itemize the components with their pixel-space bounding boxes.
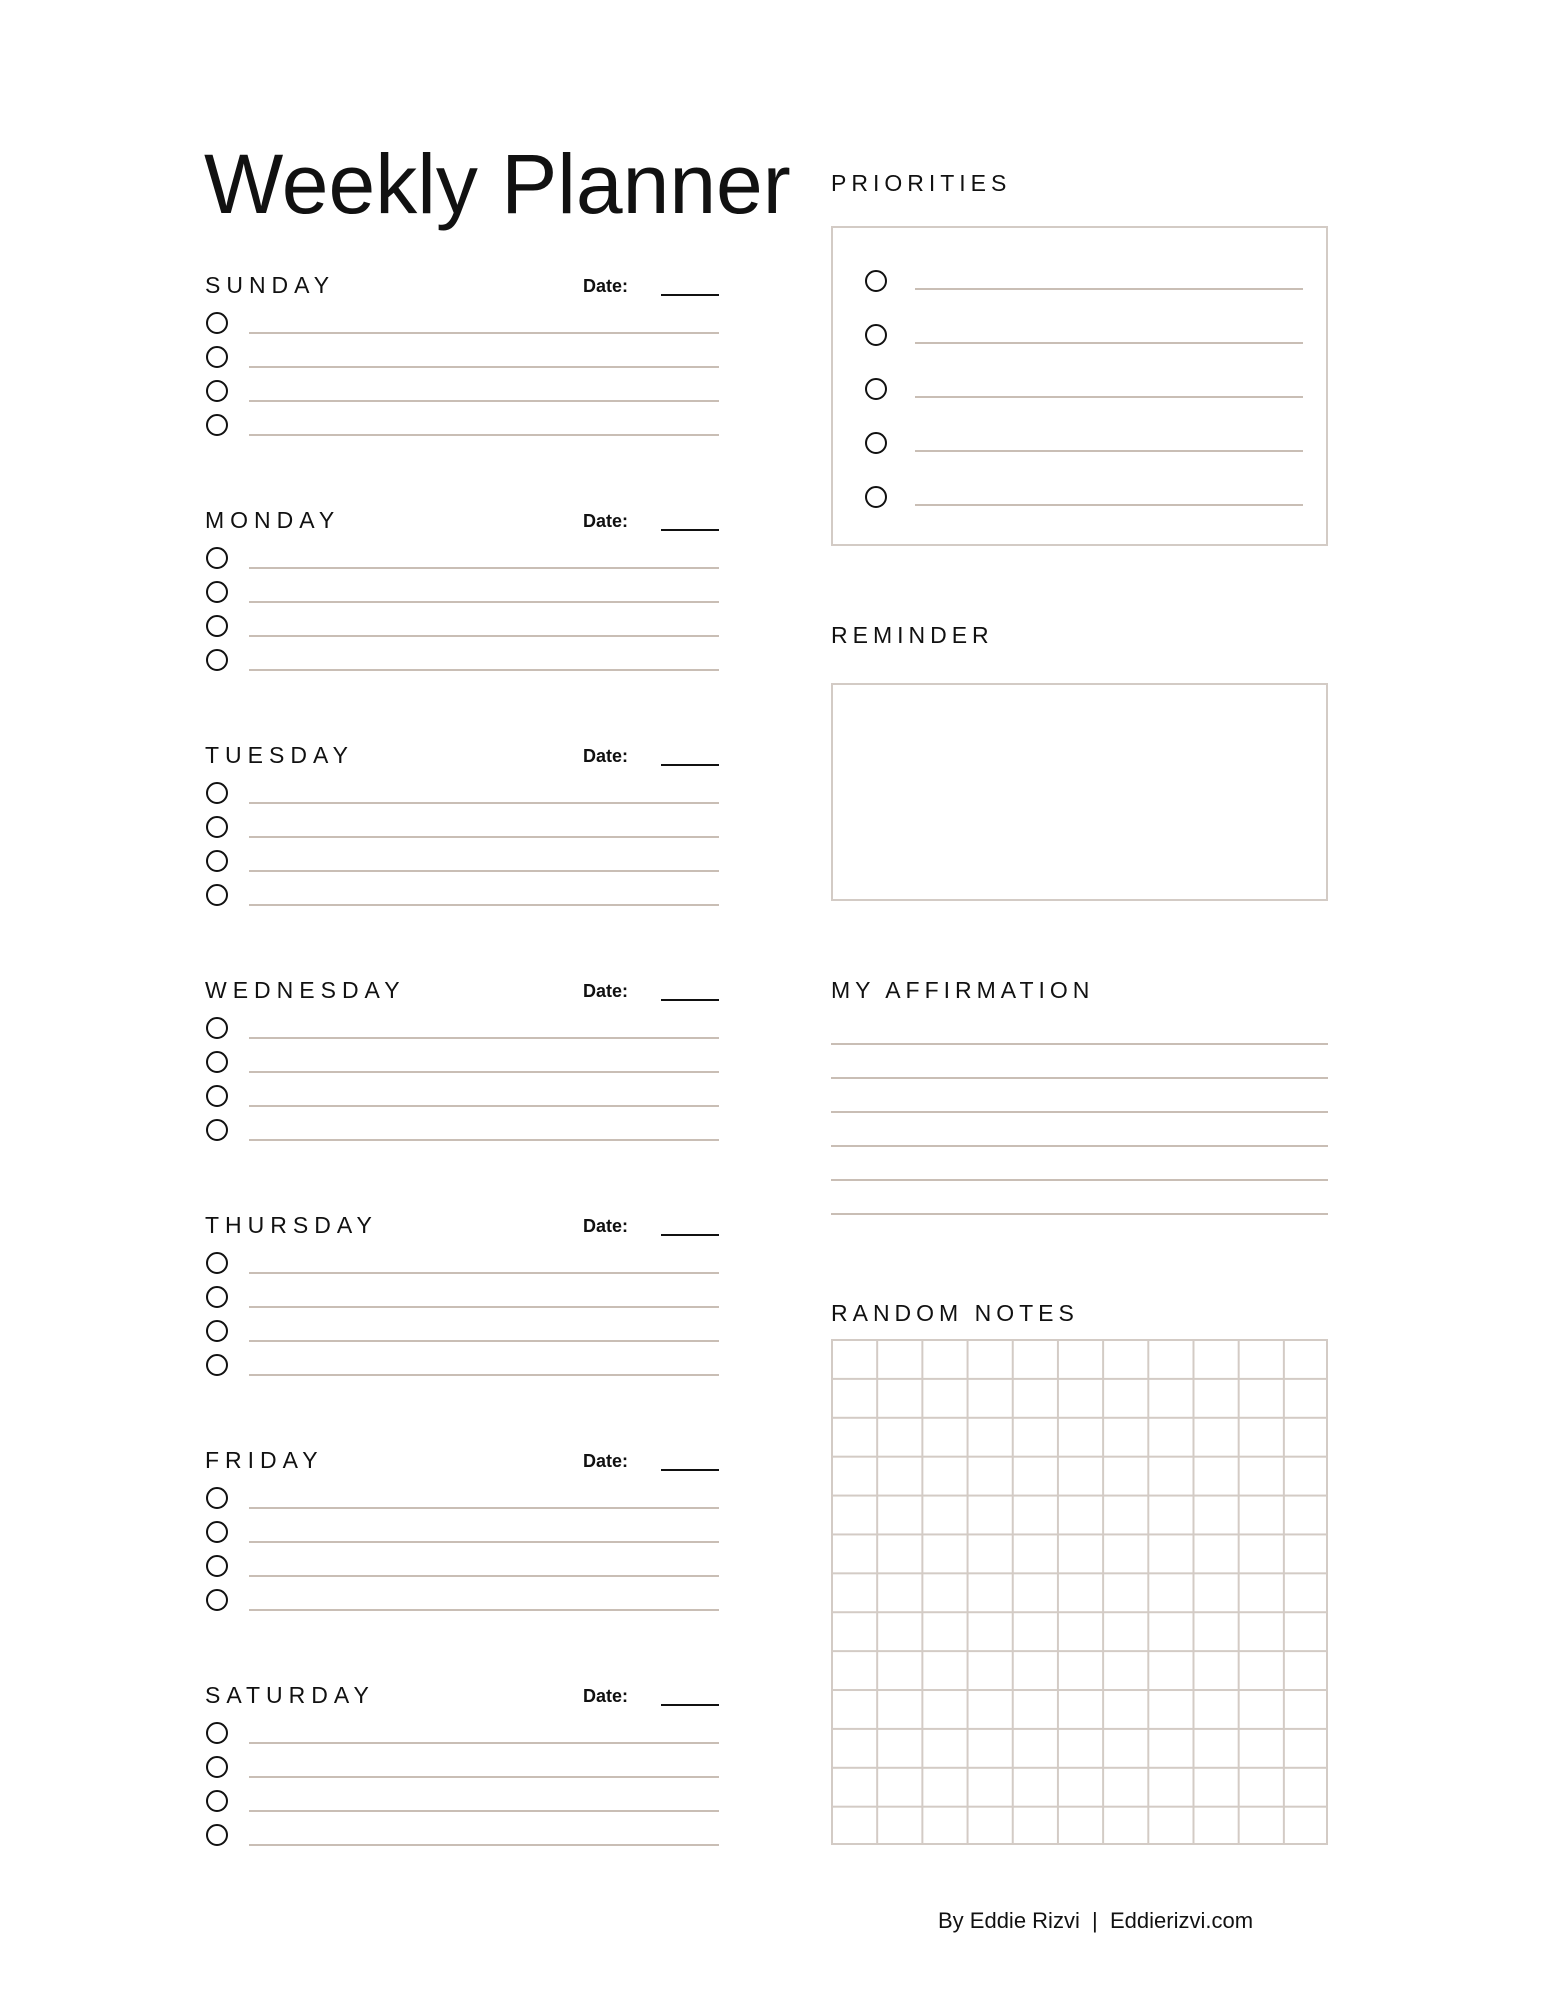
checkbox-circle-icon[interactable] <box>206 649 228 671</box>
task-row[interactable] <box>205 1790 725 1818</box>
priority-item[interactable] <box>865 486 1305 516</box>
write-line[interactable] <box>249 1037 719 1039</box>
write-line[interactable] <box>249 1776 719 1778</box>
checkbox-circle-icon[interactable] <box>206 1252 228 1274</box>
task-row[interactable] <box>205 1589 725 1617</box>
write-line[interactable] <box>249 1575 719 1577</box>
task-row[interactable] <box>205 615 725 643</box>
checkbox-circle-icon[interactable] <box>865 486 887 508</box>
write-line[interactable] <box>249 366 719 368</box>
reminder-heading: REMINDER <box>831 622 994 648</box>
priority-item[interactable] <box>865 324 1305 354</box>
task-row[interactable] <box>205 884 725 912</box>
write-line[interactable] <box>249 904 719 906</box>
affirmation-line[interactable] <box>831 1111 1328 1113</box>
write-line[interactable] <box>249 1306 719 1308</box>
task-row[interactable] <box>205 1555 725 1583</box>
write-line[interactable] <box>249 1609 719 1611</box>
write-line[interactable] <box>249 1139 719 1141</box>
day-section-wednesday <box>205 977 725 1177</box>
checkbox-circle-icon[interactable] <box>206 380 228 402</box>
task-row[interactable] <box>205 1119 725 1147</box>
day-section-sunday <box>205 272 725 472</box>
write-line[interactable] <box>249 434 719 436</box>
checkbox-circle-icon[interactable] <box>206 1487 228 1509</box>
write-line[interactable] <box>915 396 1303 398</box>
write-line[interactable] <box>249 601 719 603</box>
day-label: THURSDAY <box>205 1212 378 1238</box>
date-field[interactable] <box>661 529 719 531</box>
task-row[interactable] <box>205 1085 725 1113</box>
checkbox-circle-icon[interactable] <box>206 1320 228 1342</box>
date-field[interactable] <box>661 999 719 1001</box>
write-line[interactable] <box>249 1541 719 1543</box>
checkbox-circle-icon[interactable] <box>206 816 228 838</box>
task-row[interactable] <box>205 782 725 810</box>
day-label: WEDNESDAY <box>205 977 406 1003</box>
checkbox-circle-icon[interactable] <box>206 547 228 569</box>
random-notes-heading: RANDOM NOTES <box>831 1300 1079 1326</box>
date-label: Date: <box>583 276 629 296</box>
checkbox-circle-icon[interactable] <box>206 615 228 637</box>
task-row[interactable] <box>205 414 725 442</box>
write-line[interactable] <box>249 400 719 402</box>
write-line[interactable] <box>249 1105 719 1107</box>
day-section-friday <box>205 1447 725 1647</box>
day-label: MONDAY <box>205 507 341 533</box>
write-line[interactable] <box>915 342 1303 344</box>
checkbox-circle-icon[interactable] <box>206 782 228 804</box>
task-row[interactable] <box>205 547 725 575</box>
write-line[interactable] <box>249 802 719 804</box>
checkbox-circle-icon[interactable] <box>206 1756 228 1778</box>
checkbox-circle-icon[interactable] <box>206 1521 228 1543</box>
checkbox-circle-icon[interactable] <box>206 1555 228 1577</box>
write-line[interactable] <box>249 836 719 838</box>
checkbox-circle-icon[interactable] <box>206 1085 228 1107</box>
checkbox-circle-icon[interactable] <box>206 581 228 603</box>
write-line[interactable] <box>249 1507 719 1509</box>
priority-item[interactable] <box>865 378 1305 408</box>
checkbox-circle-icon[interactable] <box>865 270 887 292</box>
task-row[interactable] <box>205 346 725 374</box>
write-line[interactable] <box>915 450 1303 452</box>
day-section-tuesday <box>205 742 725 942</box>
task-row[interactable] <box>205 1521 725 1549</box>
checkbox-circle-icon[interactable] <box>206 884 228 906</box>
footer-credit: By Eddie Rizvi | Eddierizvi.com <box>938 1908 1254 1933</box>
task-row[interactable] <box>205 1824 725 1852</box>
write-line[interactable] <box>249 1340 719 1342</box>
priority-item[interactable] <box>865 432 1305 462</box>
checkbox-circle-icon[interactable] <box>206 850 228 872</box>
task-row[interactable] <box>205 380 725 408</box>
task-row[interactable] <box>205 581 725 609</box>
write-line[interactable] <box>249 567 719 569</box>
task-row[interactable] <box>205 1320 725 1348</box>
day-label: SATURDAY <box>205 1682 375 1708</box>
task-row[interactable] <box>205 1354 725 1382</box>
write-line[interactable] <box>249 669 719 671</box>
task-row[interactable] <box>205 1487 725 1515</box>
day-label: TUESDAY <box>205 742 354 768</box>
date-field[interactable] <box>661 1704 719 1706</box>
task-row[interactable] <box>205 1252 725 1280</box>
affirmation-line[interactable] <box>831 1213 1328 1215</box>
checkbox-circle-icon[interactable] <box>206 1790 228 1812</box>
checkbox-circle-icon[interactable] <box>206 346 228 368</box>
affirmation-line[interactable] <box>831 1043 1328 1045</box>
checkbox-circle-icon[interactable] <box>206 1824 228 1846</box>
date-field[interactable] <box>661 1234 719 1236</box>
checkbox-circle-icon[interactable] <box>206 414 228 436</box>
date-label: Date: <box>583 981 629 1001</box>
checkbox-circle-icon[interactable] <box>206 1286 228 1308</box>
date-field[interactable] <box>661 1469 719 1471</box>
date-label: Date: <box>583 1451 629 1471</box>
task-row[interactable] <box>205 1017 725 1045</box>
task-row[interactable] <box>205 1286 725 1314</box>
reminder-box[interactable] <box>831 683 1328 901</box>
date-field[interactable] <box>661 764 719 766</box>
task-row[interactable] <box>205 312 725 340</box>
date-label: Date: <box>583 1686 629 1706</box>
priorities-heading: PRIORITIES <box>831 170 1012 196</box>
write-line[interactable] <box>249 870 719 872</box>
checkbox-circle-icon[interactable] <box>206 1589 228 1611</box>
task-row[interactable] <box>205 1051 725 1079</box>
write-line[interactable] <box>249 1272 719 1274</box>
checkbox-circle-icon[interactable] <box>206 1051 228 1073</box>
affirmation-line[interactable] <box>831 1145 1328 1147</box>
task-row[interactable] <box>205 649 725 677</box>
notes-grid[interactable] <box>831 1339 1328 1845</box>
page-title: Weekly Planner <box>204 137 791 231</box>
write-line[interactable] <box>249 1742 719 1744</box>
checkbox-circle-icon[interactable] <box>206 1722 228 1744</box>
date-label: Date: <box>583 746 629 766</box>
date-field[interactable] <box>661 294 719 296</box>
affirmation-line[interactable] <box>831 1077 1328 1079</box>
date-label: Date: <box>583 511 629 531</box>
task-row[interactable] <box>205 1756 725 1784</box>
checkbox-circle-icon[interactable] <box>206 1119 228 1141</box>
affirmation-line[interactable] <box>831 1179 1328 1181</box>
affirmation-heading: MY AFFIRMATION <box>831 977 1095 1003</box>
write-line[interactable] <box>249 1374 719 1376</box>
day-label: FRIDAY <box>205 1447 324 1473</box>
day-section-monday <box>205 507 725 707</box>
checkbox-circle-icon[interactable] <box>206 1354 228 1376</box>
write-line[interactable] <box>249 1810 719 1812</box>
write-line[interactable] <box>915 288 1303 290</box>
write-line[interactable] <box>249 1844 719 1846</box>
write-line[interactable] <box>249 1071 719 1073</box>
task-row[interactable] <box>205 1722 725 1750</box>
checkbox-circle-icon[interactable] <box>865 432 887 454</box>
priorities-box <box>831 226 1328 546</box>
day-label: SUNDAY <box>205 272 336 298</box>
checkbox-circle-icon[interactable] <box>206 1017 228 1039</box>
checkbox-circle-icon[interactable] <box>206 312 228 334</box>
day-section-saturday <box>205 1682 725 1882</box>
checkbox-circle-icon[interactable] <box>865 378 887 400</box>
date-label: Date: <box>583 1216 629 1236</box>
task-row[interactable] <box>205 850 725 878</box>
task-row[interactable] <box>205 816 725 844</box>
write-line[interactable] <box>249 332 719 334</box>
day-section-thursday <box>205 1212 725 1412</box>
checkbox-circle-icon[interactable] <box>865 324 887 346</box>
write-line[interactable] <box>915 504 1303 506</box>
write-line[interactable] <box>249 635 719 637</box>
priority-item[interactable] <box>865 270 1305 300</box>
